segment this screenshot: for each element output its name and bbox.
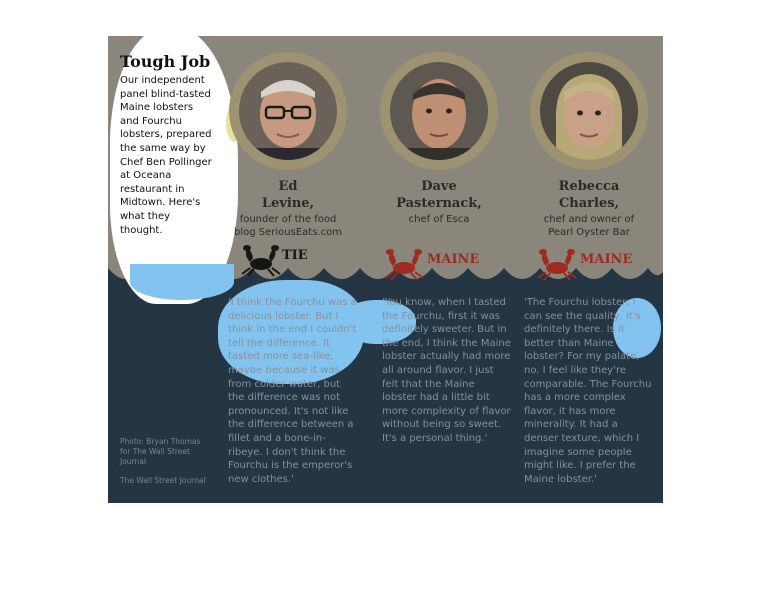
portrait-dave-pasternack <box>390 62 488 160</box>
lobster-icon <box>536 248 578 282</box>
verdict-maine <box>536 248 656 278</box>
quote-ed-levine: 'I think the Fourchu was a delicious lobster. But I think in the end I couldn't tell the difference. It tasted more sea-like, maybe because it was from colder water, but the difference was not pronounced. It's not like the difference between a fillet and a bone-in-ribeye. I don't think the Fourchu is the emperor's new clothes.' <box>228 297 357 485</box>
intro-title: Tough Job <box>120 52 211 71</box>
quote-dave-pasternack: 'You know, when I tasted the Fourchu, first it was definitely sweeter. But in the end, I think the Maine lobster actually had more all around flavor. I just felt that the Maine lobster had a little bit more complexity of flavor without being so sweet. It's a personal thing.' <box>382 297 511 444</box>
photo-credit: Photo: Bryan Thomas for The Wall Street Journal <box>120 437 201 466</box>
source-credit: The Wall Street Journal <box>120 476 206 485</box>
judge-ed-levine <box>224 52 352 239</box>
verdict-maine <box>383 248 503 278</box>
porthole-frame <box>229 52 347 170</box>
lobster-icon <box>240 244 282 278</box>
intro-highlight-wave <box>130 264 234 300</box>
intro-text: Our independent panel blind-tasted Maine lobsters and Fourchu lobsters, prepared the same way by Chef Ben Pollinger at Oceana restaurant in Midtown. Here's what they thought. <box>120 75 212 236</box>
judge-role: chef and owner of Pearl Oyster Bar <box>543 214 635 238</box>
judge-name: Dave Pasternack, <box>396 179 482 211</box>
judge-name: Rebecca Charles, <box>558 179 620 211</box>
lobster-icon <box>383 248 425 282</box>
verdict-label: MAINE <box>580 252 633 267</box>
quote-rebecca-charles: 'The Fourchu lobster, I can see the quality, it's definitely there. Is it better than Maine lobster? For my palate, no. I feel like they're comparable. The Fourchu has a more complex flavor, it has more minerality. It had a denser texture, which I imagine some people might like. I prefer the Maine lobster.' <box>524 297 652 485</box>
judge-role: founder of the food blog SeriousEats.com <box>234 214 342 238</box>
judge-role: chef of Esca <box>408 214 470 225</box>
portrait-rebecca-charles <box>540 62 638 160</box>
portrait-ed-levine <box>239 62 337 160</box>
judge-rebecca-charles <box>525 52 653 239</box>
judge-name: Ed Levine, <box>261 179 315 211</box>
porthole-frame <box>530 52 648 170</box>
verdict-tie <box>240 244 360 274</box>
verdict-label: MAINE <box>427 252 480 267</box>
porthole-frame <box>380 52 498 170</box>
lobster-taste-test-graphic <box>108 36 663 503</box>
verdict-label: TIE <box>282 248 308 263</box>
judge-dave-pasternack <box>375 52 503 226</box>
